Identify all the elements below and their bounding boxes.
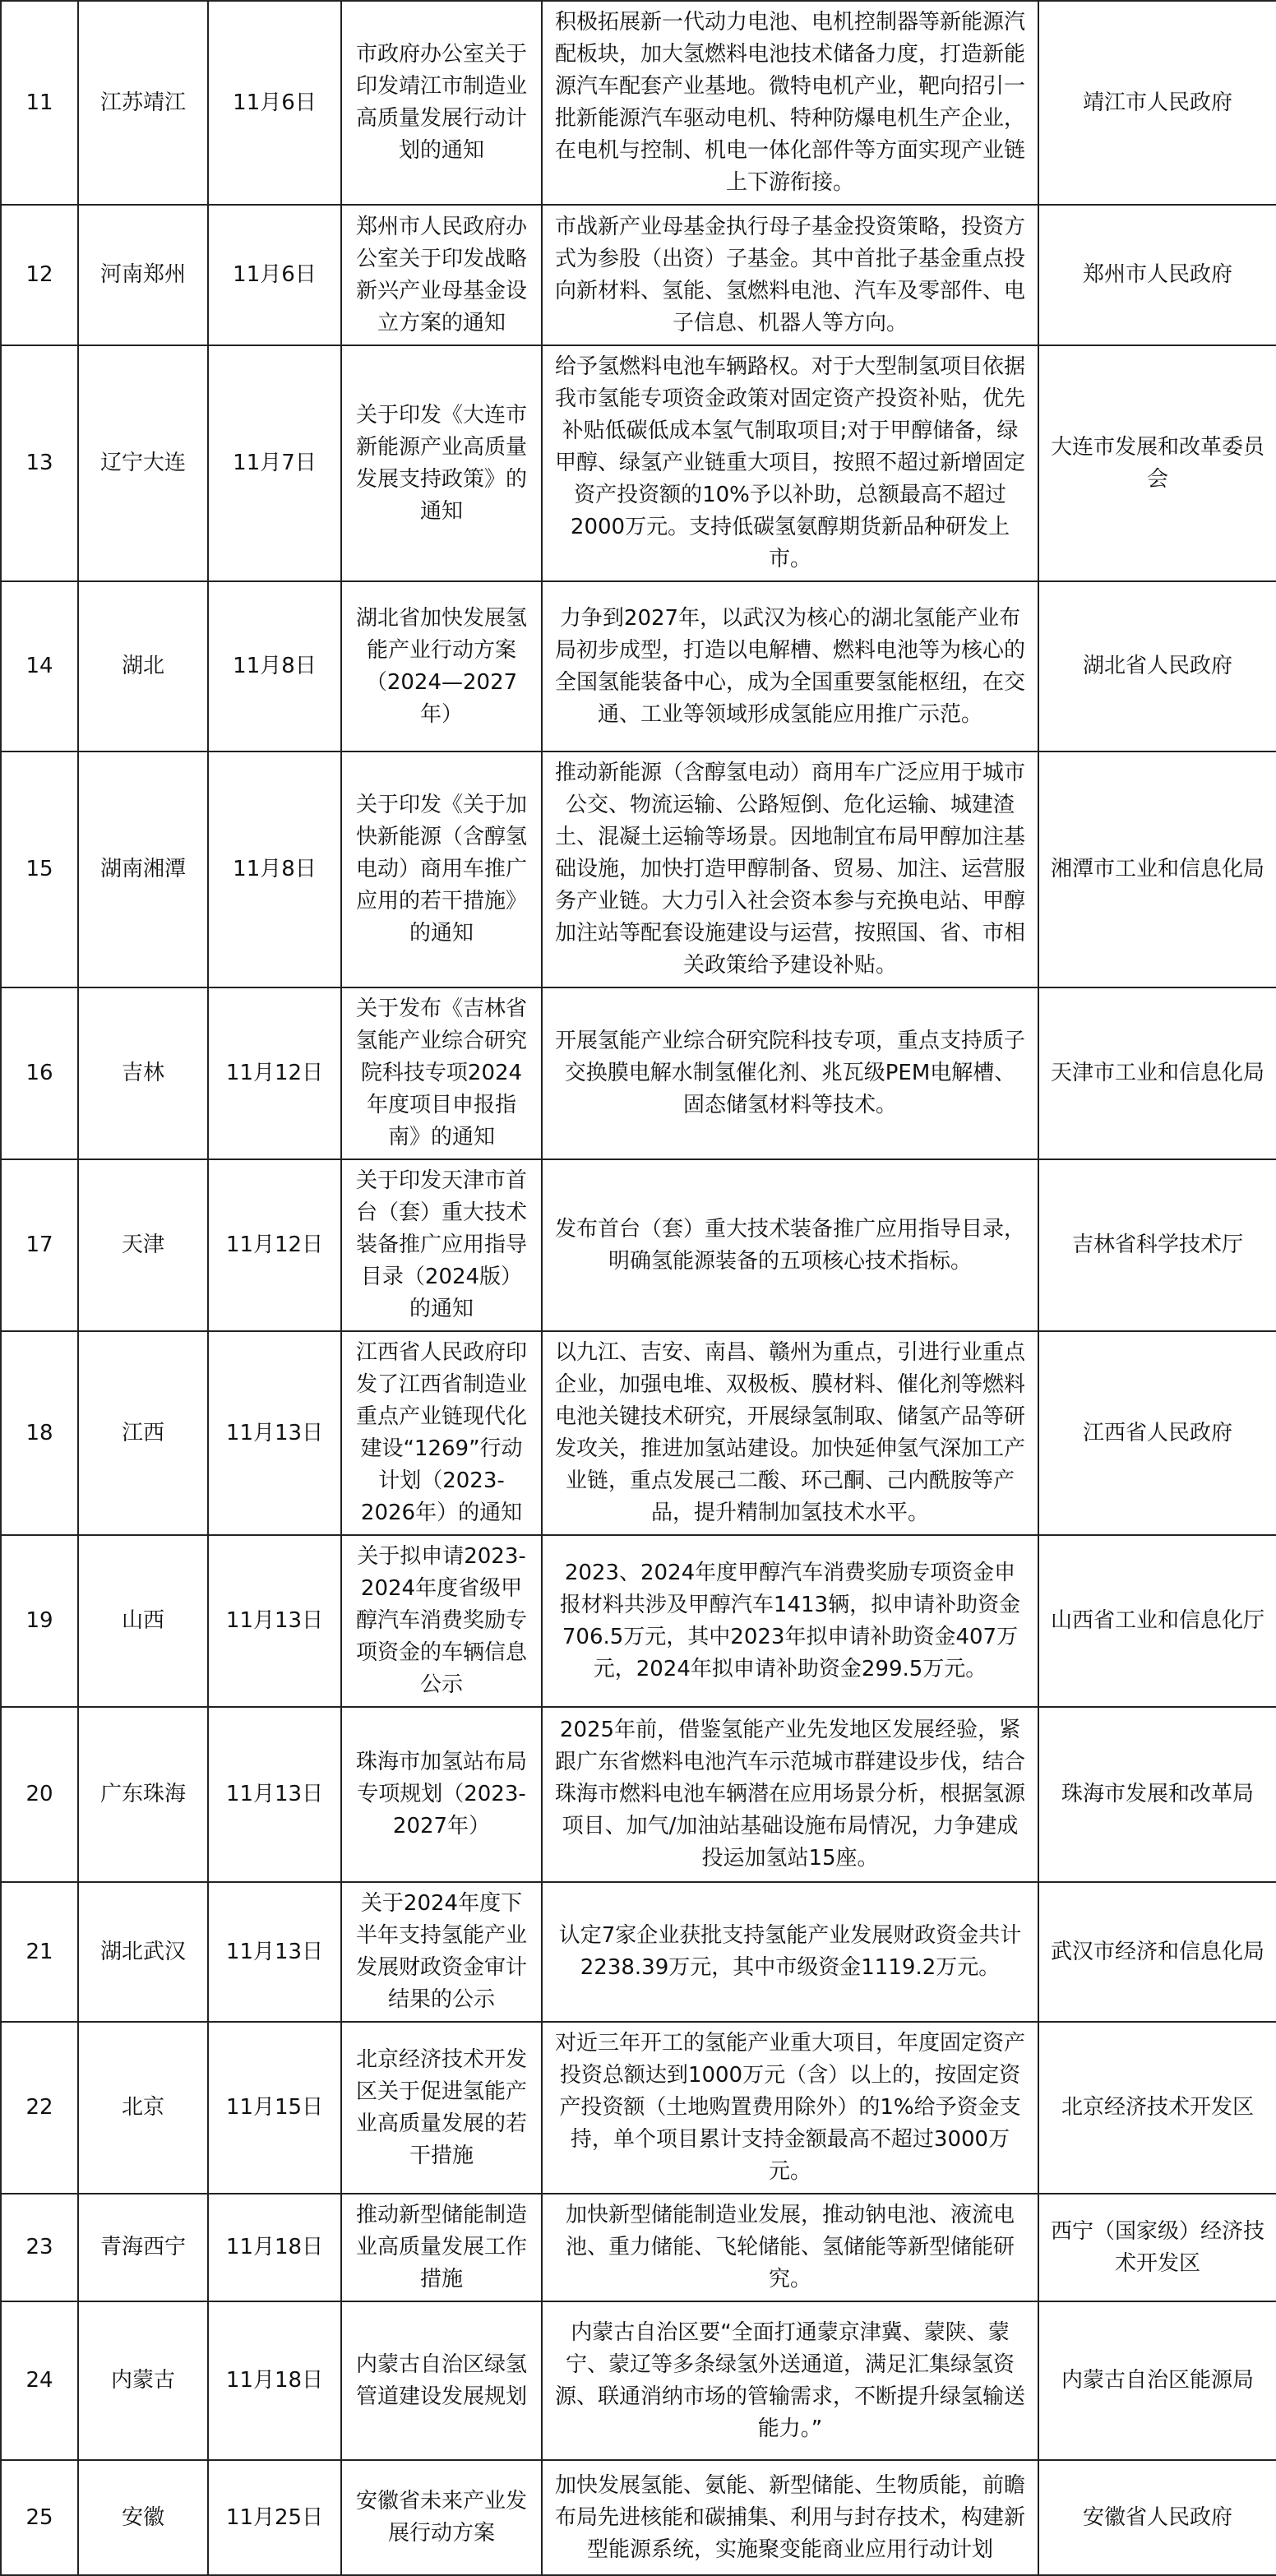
row-policy-content: 给予氢燃料电池车辆路权。对于大型制氢项目依据我市氢能专项资金政策对固定资产投资补贴，优先补贴低碳低成本氢气制取项目;对于甲醇储备，绿甲醇、绿氢产业链重大项目，按照不超过新增固定资产投资额的10%予以补助，总额最高不超过2000万元。支持低碳氢氨醇期货新品种研发上市。 <box>542 345 1038 581</box>
row-index: 21 <box>1 1882 78 2022</box>
table-row <box>1 1159 1276 1331</box>
row-date: 11月13日 <box>208 1535 341 1707</box>
row-policy-title: 推动新型储能制造业高质量发展工作措施 <box>341 2194 542 2301</box>
row-issuing-department: 安徽省人民政府 <box>1038 2460 1276 2575</box>
row-date: 11月13日 <box>208 1331 341 1535</box>
row-region: 内蒙古 <box>78 2301 208 2460</box>
row-issuing-department: 大连市发展和改革委员会 <box>1038 345 1276 581</box>
row-policy-title: 安徽省未来产业发展行动方案 <box>341 2460 542 2575</box>
row-policy-content: 力争到2027年，以武汉为核心的湖北氢能产业布局初步成型，打造以电解槽、燃料电池等为核心的全国氢能装备中心，成为全国重要氢能枢纽，在交通、工业等领域形成氢能应用推广示范。 <box>542 581 1038 752</box>
row-policy-content: 加快新型储能制造业发展，推动钠电池、液流电池、重力储能、飞轮储能、氢储能等新型储能研究。 <box>542 2194 1038 2301</box>
table-row <box>1 2301 1276 2460</box>
row-date: 11月13日 <box>208 1882 341 2022</box>
row-policy-content: 发布首台（套）重大技术装备推广应用指导目录，明确氢能源装备的五项核心技术指标。 <box>542 1159 1038 1331</box>
row-policy-content: 对近三年开工的氢能产业重大项目，年度固定资产投资总额达到1000万元（含）以上的，按固定资产投资额（土地购置费用除外）的1%给予资金支持，单个项目累计支持金额最高不超过3000万元。 <box>542 2022 1038 2194</box>
row-date: 11月18日 <box>208 2301 341 2460</box>
row-policy-content: 开展氢能产业综合研究院科技专项，重点支持质子交换膜电解水制氢催化剂、兆瓦级PEM电解槽、固态储氢材料等技术。 <box>542 987 1038 1159</box>
row-date: 11月6日 <box>208 205 341 345</box>
row-issuing-department: 武汉市经济和信息化局 <box>1038 1882 1276 2022</box>
table-row <box>1 1707 1276 1882</box>
row-index: 18 <box>1 1331 78 1535</box>
row-policy-title: 北京经济技术开发区关于促进氢能产业高质量发展的若干措施 <box>341 2022 542 2194</box>
row-index: 20 <box>1 1707 78 1882</box>
row-issuing-department: 湘潭市工业和信息化局 <box>1038 752 1276 987</box>
table-row <box>1 205 1276 345</box>
row-policy-content: 以九江、吉安、南昌、赣州为重点，引进行业重点企业，加强电堆、双极板、膜材料、催化剂等燃料电池关键技术研究，开展绿氢制取、储氢产品等研发攻关，推进加氢站建设。加快延伸氢气深加工产业链，重点发展己二酸、环己酮、己内酰胺等产品，提升精制加氢技术水平。 <box>542 1331 1038 1535</box>
row-policy-content: 2023、2024年度甲醇汽车消费奖励专项资金申报材料共涉及甲醇汽车1413辆，拟申请补助资金706.5万元，其中2023年拟申请补助资金407万元，2024年拟申请补助资金299.5万元。 <box>542 1535 1038 1707</box>
table-row <box>1 1 1276 205</box>
row-region: 安徽 <box>78 2460 208 2575</box>
row-index: 13 <box>1 345 78 581</box>
row-index: 16 <box>1 987 78 1159</box>
row-date: 11月8日 <box>208 581 341 752</box>
row-index: 17 <box>1 1159 78 1331</box>
row-date: 11月12日 <box>208 1159 341 1331</box>
policy-table-body <box>1 1 1276 2575</box>
table-row <box>1 2194 1276 2301</box>
table-row <box>1 1331 1276 1535</box>
row-region: 湖北武汉 <box>78 1882 208 2022</box>
row-region: 湖北 <box>78 581 208 752</box>
row-issuing-department: 北京经济技术开发区 <box>1038 2022 1276 2194</box>
row-index: 12 <box>1 205 78 345</box>
row-date: 11月13日 <box>208 1707 341 1882</box>
row-region: 青海西宁 <box>78 2194 208 2301</box>
row-date: 11月8日 <box>208 752 341 987</box>
row-index: 23 <box>1 2194 78 2301</box>
row-issuing-department: 珠海市发展和改革局 <box>1038 1707 1276 1882</box>
row-policy-title: 珠海市加氢站布局专项规划（2023-2027年） <box>341 1707 542 1882</box>
row-region: 江苏靖江 <box>78 1 208 205</box>
row-policy-title: 江西省人民政府印发了江西省制造业重点产业链现代化建设“1269”行动计划（2023-2026年）的通知 <box>341 1331 542 1535</box>
row-index: 19 <box>1 1535 78 1707</box>
row-issuing-department: 郑州市人民政府 <box>1038 205 1276 345</box>
row-policy-title: 内蒙古自治区绿氢管道建设发展规划 <box>341 2301 542 2460</box>
row-date: 11月6日 <box>208 1 341 205</box>
row-index: 24 <box>1 2301 78 2460</box>
row-region: 吉林 <box>78 987 208 1159</box>
row-issuing-department: 吉林省科学技术厅 <box>1038 1159 1276 1331</box>
row-policy-content: 内蒙古自治区要“全面打通蒙京津冀、蒙陕、蒙宁、蒙辽等多条绿氢外送通道，满足汇集绿氢资源、联通消纳市场的管输需求，不断提升绿氢输送能力。” <box>542 2301 1038 2460</box>
row-date: 11月25日 <box>208 2460 341 2575</box>
row-index: 15 <box>1 752 78 987</box>
row-index: 11 <box>1 1 78 205</box>
row-index: 25 <box>1 2460 78 2575</box>
row-policy-title: 关于2024年度下半年支持氢能产业发展财政资金审计结果的公示 <box>341 1882 542 2022</box>
row-policy-content: 积极拓展新一代动力电池、电机控制器等新能源汽配板块，加大氢燃料电池技术储备力度，打造新能源汽车配套产业基地。微特电机产业，靶向招引一批新能源汽车驱动电机、特种防爆电机生产企业，在电机与控制、机电一体化部件等方面实现产业链上下游衔接。 <box>542 1 1038 205</box>
row-policy-title: 关于印发《关于加快新能源（含醇氢电动）商用车推广应用的若干措施》的通知 <box>341 752 542 987</box>
row-date: 11月12日 <box>208 987 341 1159</box>
row-region: 江西 <box>78 1331 208 1535</box>
row-issuing-department: 湖北省人民政府 <box>1038 581 1276 752</box>
row-policy-content: 市战新产业母基金执行母子基金投资策略，投资方式为参股（出资）子基金。其中首批子基金重点投向新材料、氢能、氢燃料电池、汽车及零部件、电子信息、机器人等方向。 <box>542 205 1038 345</box>
table-row <box>1 2460 1276 2575</box>
row-region: 河南郑州 <box>78 205 208 345</box>
row-policy-title: 郑州市人民政府办公室关于印发战略新兴产业母基金设立方案的通知 <box>341 205 542 345</box>
row-policy-content: 认定7家企业获批支持氢能产业发展财政资金共计2238.39万元，其中市级资金1119.2万元。 <box>542 1882 1038 2022</box>
table-row <box>1 1535 1276 1707</box>
table-row <box>1 2022 1276 2194</box>
table-row <box>1 987 1276 1159</box>
table-row <box>1 752 1276 987</box>
row-issuing-department: 内蒙古自治区能源局 <box>1038 2301 1276 2460</box>
row-policy-title: 关于发布《吉林省氢能产业综合研究院科技专项2024年度项目申报指南》的通知 <box>341 987 542 1159</box>
row-region: 天津 <box>78 1159 208 1331</box>
row-policy-content: 推动新能源（含醇氢电动）商用车广泛应用于城市公交、物流运输、公路短倒、危化运输、城建渣土、混凝土运输等场景。因地制宜布局甲醇加注基础设施，加快打造甲醇制备、贸易、加注、运营服务产业链。大力引入社会资本参与充换电站、甲醇加注站等配套设施建设与运营，按照国、省、市相关政策给予建设补贴。 <box>542 752 1038 987</box>
row-policy-title: 关于拟申请2023-2024年度省级甲醇汽车消费奖励专项资金的车辆信息公示 <box>341 1535 542 1707</box>
row-date: 11月7日 <box>208 345 341 581</box>
row-policy-title: 湖北省加快发展氢能产业行动方案（2024—2027年） <box>341 581 542 752</box>
row-region: 广东珠海 <box>78 1707 208 1882</box>
row-region: 山西 <box>78 1535 208 1707</box>
row-date: 11月18日 <box>208 2194 341 2301</box>
row-policy-content: 2025年前，借鉴氢能产业先发地区发展经验，紧跟广东省燃料电池汽车示范城市群建设步伐，结合珠海市燃料电池车辆潜在应用场景分析，根据氢源项目、加气/加油站基础设施布局情况，力争建成投运加氢站15座。 <box>542 1707 1038 1882</box>
row-index: 14 <box>1 581 78 752</box>
row-issuing-department: 西宁（国家级）经济技术开发区 <box>1038 2194 1276 2301</box>
row-policy-title: 关于印发天津市首台（套）重大技术装备推广应用指导目录（2024版）的通知 <box>341 1159 542 1331</box>
table-row <box>1 345 1276 581</box>
row-region: 湖南湘潭 <box>78 752 208 987</box>
row-policy-title: 关于印发《大连市新能源产业高质量发展支持政策》的通知 <box>341 345 542 581</box>
row-date: 11月15日 <box>208 2022 341 2194</box>
table-row <box>1 1882 1276 2022</box>
row-issuing-department: 天津市工业和信息化局 <box>1038 987 1276 1159</box>
row-region: 北京 <box>78 2022 208 2194</box>
row-policy-content: 加快发展氢能、氨能、新型储能、生物质能，前瞻布局先进核能和碳捕集、利用与封存技术，构建新型能源系统，实施聚变能商业应用行动计划 <box>542 2460 1038 2575</box>
row-index: 22 <box>1 2022 78 2194</box>
row-issuing-department: 江西省人民政府 <box>1038 1331 1276 1535</box>
row-issuing-department: 靖江市人民政府 <box>1038 1 1276 205</box>
row-issuing-department: 山西省工业和信息化厅 <box>1038 1535 1276 1707</box>
row-region: 辽宁大连 <box>78 345 208 581</box>
table-row <box>1 581 1276 752</box>
row-policy-title: 市政府办公室关于印发靖江市制造业高质量发展行动计划的通知 <box>341 1 542 205</box>
